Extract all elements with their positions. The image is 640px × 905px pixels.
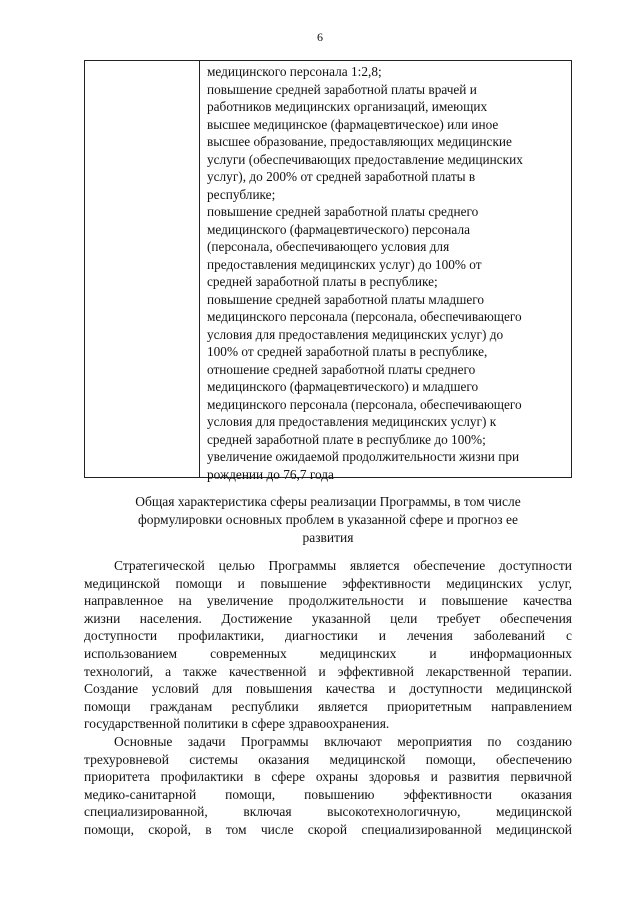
table-line: республике; — [207, 186, 276, 202]
page-number: 6 — [317, 30, 323, 44]
text-line: направленное на увеличение продолжительности и повышение качества — [84, 593, 572, 609]
heading-line: формулировки основных проблем в указанной сфере и прогноз ее — [138, 512, 518, 527]
text-line: помощи, скорой, в том числе скорой специализированной медицинской — [84, 821, 572, 837]
table-line: медицинского персонала (персонала, обеспечивающего — [207, 396, 522, 412]
text-line: медицинской помощи и повышение эффективности медицинских услуг, — [84, 575, 572, 591]
table-line: повышение средней заработной платы среднего — [207, 204, 479, 219]
table-line: медицинского персонала 1:2,8; — [207, 64, 382, 79]
table-line: высшее образование, предоставляющих медицинские — [207, 134, 512, 149]
table-line: медицинского (фармацевтического) и младшего — [207, 379, 479, 394]
table-line: медицинского (фармацевтического) персонала — [207, 221, 470, 237]
table-line: высшее медицинское (фармацевтическое) или иное — [207, 116, 499, 132]
body-text — [84, 557, 572, 839]
text-line: помощи гражданам республики является приоритетным направлением — [84, 698, 572, 714]
text-line: Стратегической целью Программы является обеспечение доступности — [114, 558, 572, 573]
table-line: средней заработной плате в республике до 100%; — [207, 431, 486, 447]
table-line: предоставления медицинских услуг) до 100% от — [207, 256, 482, 272]
section-heading — [84, 493, 572, 547]
table-left-cell — [85, 61, 200, 477]
heading-line: развития — [302, 530, 354, 545]
targets-table — [84, 60, 572, 482]
table-line: отношение средней заработной платы среднего — [207, 361, 476, 377]
paragraph-1 — [84, 557, 572, 733]
text-line: использованием современных медицинских и информационных — [84, 645, 572, 661]
table-line: работников медицинских организаций, имеющих — [207, 99, 488, 114]
table-line: медицинского персонала (персонала, обеспечивающего — [207, 309, 522, 324]
text-line: доступности профилактики, диагностики и лечения заболеваний с — [84, 628, 572, 644]
text-line: государственной политики в сфере здравоохранения. — [84, 716, 390, 732]
table-line: рождении до 76,7 года — [207, 466, 334, 482]
table-line: 100% от средней заработной платы в республике, — [207, 344, 488, 359]
table-line: средней заработной платы в республике; — [207, 274, 438, 289]
text-line: Основные задачи Программы включают мероприятия по созданию — [114, 733, 572, 749]
paragraph-2 — [84, 733, 572, 839]
table-line: услуги (обеспечивающих предоставление медицинских — [207, 151, 523, 167]
text-line: медико-санитарной помощи, повышению эффективности оказания — [84, 786, 572, 802]
text-line: специализированной, включая высокотехнологичную, медицинской — [84, 804, 572, 820]
table-line: повышение средней заработной платы младшего — [207, 291, 485, 307]
table-line: повышение средней заработной платы врачей и — [207, 81, 477, 97]
text-line: трехуровневой системы оказания медицинской помощи, обеспечению — [84, 751, 572, 767]
text-line: Создание условий для повышения качества и доступности медицинской — [84, 681, 572, 697]
table-line: условия для предоставления медицинских услуг) к — [207, 414, 497, 429]
table-right-cell — [207, 63, 567, 483]
heading-line: Общая характеристика сферы реализации Программы, в том числе — [135, 494, 521, 509]
text-line: приоритета профилактики в сфере охраны здоровья и развития первичной — [84, 769, 572, 785]
table-line: увеличение ожидаемой продолжительности жизни при — [207, 449, 520, 464]
table-line: (персонала, обеспечивающего условия для — [207, 239, 450, 254]
table-line: услуг), до 200% от средней заработной платы в — [207, 169, 476, 184]
text-line: технологий, а также качественной и эффективной лекарственной терапии. — [84, 663, 572, 679]
text-line: жизни населения. Достижение указанной цели требует обеспечения — [84, 610, 572, 626]
table-line: условия для предоставления медицинских услуг) до — [207, 326, 504, 342]
